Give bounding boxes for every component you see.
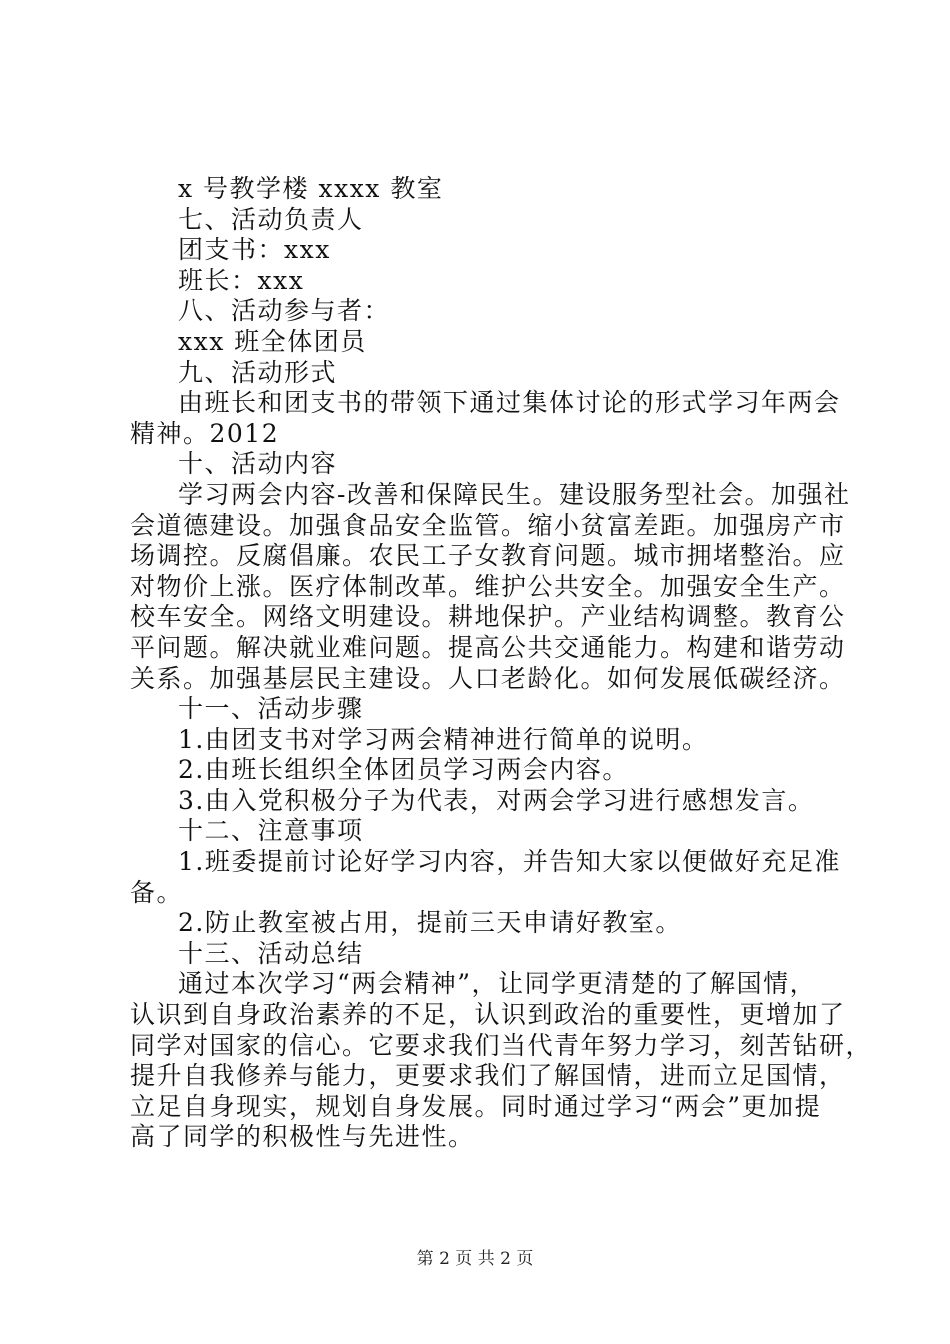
text-line: 十三、活动总结 bbox=[178, 938, 364, 968]
text-line: 1.班委提前讨论好学习内容，并告知大家以便做好充足准 bbox=[178, 847, 841, 877]
text-line: 由班长和团支书的带领下通过集体讨论的形式学习年两会 bbox=[178, 388, 841, 418]
text-line: 3.由入党积极分子为代表，对两会学习进行感想发言。 bbox=[178, 785, 815, 815]
text-line: 九、活动形式 bbox=[178, 357, 338, 387]
text-line: 班长：xxx bbox=[178, 265, 305, 295]
text-line: 2.由班长组织全体团员学习两会内容。 bbox=[178, 755, 629, 785]
text-line: 提升自我修养与能力，更要求我们了解国情，进而立足国情， bbox=[130, 1061, 846, 1091]
text-line: 1.由团支书对学习两会精神进行简单的说明。 bbox=[178, 724, 709, 754]
text-line: 精神。2012 bbox=[130, 418, 280, 448]
text-line: 十、活动内容 bbox=[178, 449, 338, 479]
text-line: 校车安全。网络文明建设。耕地保护。产业结构调整。教育公 bbox=[130, 602, 846, 632]
text-line: 认识到自身政治素养的不足，认识到政治的重要性，更增加了 bbox=[130, 1000, 846, 1030]
text-line: 平问题。解决就业难问题。提高公共交通能力。构建和谐劳动 bbox=[130, 632, 846, 662]
page-number-label: 第 2 页 共 2 页 bbox=[416, 1249, 534, 1269]
text-line: xxx 班全体团员 bbox=[178, 326, 367, 356]
text-line: 团支书：xxx bbox=[178, 235, 331, 265]
text-line: 高了同学的积极性与先进性。 bbox=[130, 1122, 475, 1152]
page-footer bbox=[0, 1244, 950, 1269]
text-line: x 号教学楼 xxxx 教室 bbox=[178, 174, 444, 203]
text-line: 会道德建设。加强食品安全监管。缩小贫富差距。加强房产市 bbox=[130, 510, 846, 540]
text-line: 通过本次学习“两会精神”，让同学更清楚的了解国情， bbox=[178, 969, 817, 999]
text-line: 对物价上涨。医疗体制改革。维护公共安全。加强安全生产。 bbox=[130, 571, 846, 601]
text-line: 立足自身现实，规划自身发展。同时通过学习“两会”更加提 bbox=[130, 1091, 822, 1121]
text-line: 备。 bbox=[130, 877, 184, 907]
text-line: 关系。加强基层民主建设。人口老龄化。如何发展低碳经济。 bbox=[130, 663, 846, 693]
text-line: 十一、活动步骤 bbox=[178, 694, 364, 724]
text-line: 同学对国家的信心。它要求我们当代青年努力学习，刻苦钻研， bbox=[130, 1030, 873, 1060]
text-line: 场调控。反腐倡廉。农民工子女教育问题。城市拥堵整治。应 bbox=[130, 541, 846, 571]
text-line: 十二、注意事项 bbox=[178, 816, 364, 846]
text-line: 学习两会内容-改善和保障民生。建设服务型社会。加强社 bbox=[178, 479, 851, 509]
text-line: 八、活动参与者： bbox=[178, 296, 391, 326]
text-line: 2.防止教室被占用，提前三天申请好教室。 bbox=[178, 908, 682, 938]
document-body bbox=[130, 174, 873, 1153]
text-line: 七、活动负责人 bbox=[178, 204, 364, 234]
